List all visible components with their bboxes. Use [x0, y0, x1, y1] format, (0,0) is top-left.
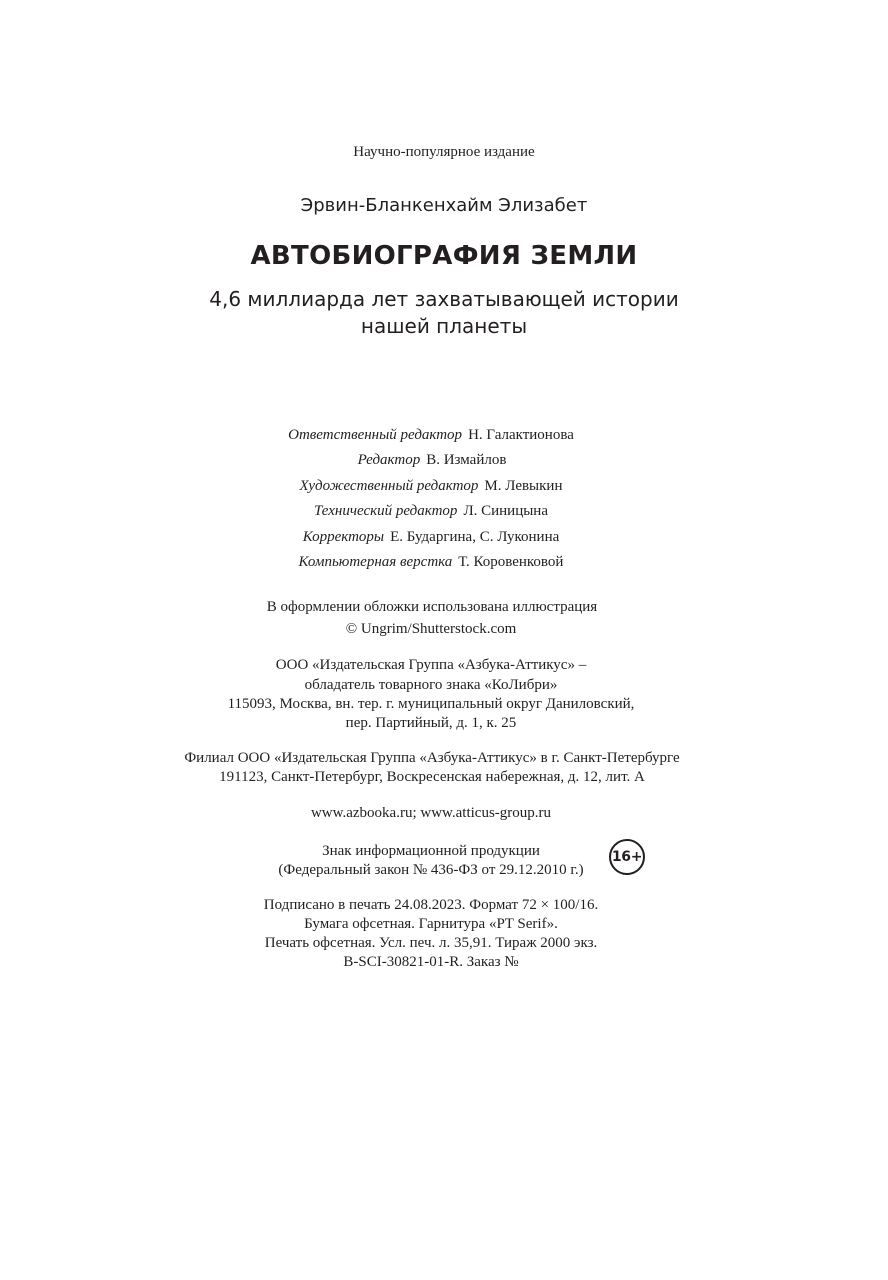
- info-mark-line-1: Знак информационной продукции: [322, 843, 540, 859]
- book-title: АВТОБИОГРАФИЯ ЗЕМЛИ: [250, 241, 638, 271]
- credit-role: Ответственный редактор: [288, 427, 463, 443]
- branch-line-2: 191123, Санкт-Петербург, Воскресенская набережная, д. 12, лит. А: [219, 769, 645, 785]
- info-mark-line-2: (Федеральный закон № 436-ФЗ от 29.12.2010 г.): [278, 862, 584, 878]
- branch-line-1: Филиал ООО «Издательская Группа «Азбука-Аттикус» в г. Санкт-Петербурге: [184, 750, 680, 766]
- publisher-line-4: пер. Партийный, д. 1, к. 25: [345, 715, 517, 731]
- credit-line: [0, 555, 875, 570]
- edition-type: Научно-популярное издание: [353, 144, 535, 160]
- credit-line: [0, 453, 876, 468]
- cover-note-line-1: В оформлении обложки использована иллюстрация: [266, 599, 598, 615]
- credit-line: [0, 504, 875, 519]
- publisher-line-1: ООО «Издательская Группа «Азбука-Аттикус» –: [275, 657, 587, 673]
- book-subtitle-line-2: нашей планеты: [360, 314, 528, 338]
- credit-name: Е. Бударгина, С. Луконина: [390, 529, 560, 545]
- book-author: Эрвин-Бланкенхайм Элизабет: [300, 195, 588, 216]
- credit-name: В. Измайлов: [426, 452, 507, 468]
- age-rating-icon: [609, 839, 645, 875]
- print-info-line-2: Бумага офсетная. Гарнитура «PT Serif».: [304, 916, 558, 932]
- cover-note-line-2: © Ungrim/Shutterstock.com: [345, 621, 517, 637]
- credit-role: Корректоры: [302, 529, 385, 545]
- credit-name: Т. Коровенковой: [458, 554, 564, 570]
- age-rating-label: 16+: [611, 849, 643, 865]
- credit-line: [0, 530, 875, 545]
- credit-line: [0, 479, 875, 494]
- print-info-line-1: Подписано в печать 24.08.2023. Формат 72 × 100/16.: [263, 897, 599, 913]
- credit-name: Л. Синицына: [463, 503, 548, 519]
- publisher-line-3: 115093, Москва, вн. тер. г. муниципальный округ Даниловский,: [227, 696, 635, 712]
- credit-name: Н. Галактионова: [468, 427, 574, 443]
- publisher-websites: www.azbooka.ru; www.atticus-group.ru: [310, 805, 552, 821]
- publisher-line-2: обладатель товарного знака «КоЛибри»: [304, 677, 558, 693]
- credit-name: М. Левыкин: [484, 478, 563, 494]
- credit-role: Компьютерная верстка: [298, 554, 453, 570]
- credit-role: Технический редактор: [314, 503, 458, 519]
- book-subtitle-line-1: 4,6 миллиарда лет захватывающей истории: [209, 287, 679, 311]
- credit-line: [0, 428, 875, 443]
- print-info-line-4: B-SCI-30821-01-R. Заказ №: [343, 954, 519, 970]
- credit-role: Художественный редактор: [299, 478, 479, 494]
- credit-role: Редактор: [357, 452, 421, 468]
- print-info-line-3: Печать офсетная. Усл. печ. л. 35,91. Тираж 2000 экз.: [264, 935, 598, 951]
